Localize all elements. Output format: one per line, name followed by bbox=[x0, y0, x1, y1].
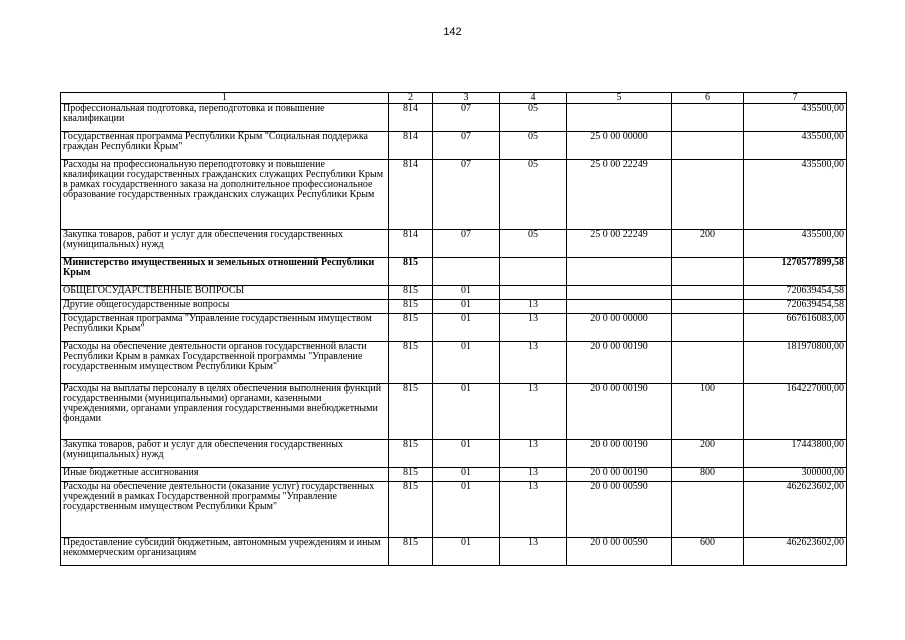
table-row bbox=[61, 342, 847, 384]
row-code-cell: 05 bbox=[500, 230, 567, 258]
row-code-cell: 815 bbox=[389, 482, 433, 538]
row-amount-cell: 720639454,58 bbox=[744, 300, 847, 314]
table-row bbox=[61, 482, 847, 538]
row-code-cell: 01 bbox=[433, 342, 500, 384]
row-code-cell: 815 bbox=[389, 300, 433, 314]
row-code-cell: 815 bbox=[389, 538, 433, 566]
row-amount-cell: 435500,00 bbox=[744, 160, 847, 230]
row-name-cell: Расходы на выплаты персоналу в целях обеспечения выполнения функций государственными (муниципальными) органами, казенными учреждениями, органами управления государственными внебюджетными фондами bbox=[61, 384, 389, 440]
row-code-cell: 815 bbox=[389, 468, 433, 482]
table-header-row bbox=[61, 93, 847, 104]
row-amount-cell: 181970800,00 bbox=[744, 342, 847, 384]
row-code-cell: 13 bbox=[500, 440, 567, 468]
table-row bbox=[61, 384, 847, 440]
row-amount-cell: 17443800,00 bbox=[744, 440, 847, 468]
row-code-cell: 07 bbox=[433, 230, 500, 258]
table-row bbox=[61, 300, 847, 314]
budget-table bbox=[60, 92, 847, 566]
row-code-cell: 01 bbox=[433, 440, 500, 468]
column-header: 4 bbox=[500, 93, 567, 104]
column-header: 1 bbox=[61, 93, 389, 104]
row-code-cell: 815 bbox=[389, 258, 433, 286]
row-amount-cell: 300000,00 bbox=[744, 468, 847, 482]
row-code-cell: 05 bbox=[500, 160, 567, 230]
row-code-cell: 25 0 00 22249 bbox=[567, 230, 672, 258]
row-code-cell bbox=[500, 258, 567, 286]
row-code-cell: 13 bbox=[500, 538, 567, 566]
row-code-cell bbox=[672, 482, 744, 538]
row-code-cell bbox=[500, 286, 567, 300]
row-code-cell bbox=[672, 258, 744, 286]
row-name-cell: Закупка товаров, работ и услуг для обеспечения государственных (муниципальных) нужд bbox=[61, 230, 389, 258]
row-code-cell: 814 bbox=[389, 104, 433, 132]
row-code-cell: 25 0 00 00000 bbox=[567, 132, 672, 160]
row-code-cell bbox=[672, 342, 744, 384]
row-code-cell bbox=[567, 258, 672, 286]
row-amount-cell: 435500,00 bbox=[744, 104, 847, 132]
page-number: 142 bbox=[443, 26, 462, 38]
row-code-cell: 815 bbox=[389, 286, 433, 300]
row-code-cell: 100 bbox=[672, 384, 744, 440]
row-name-cell: Профессиональная подготовка, переподготовка и повышение квалификации bbox=[61, 104, 389, 132]
row-code-cell: 814 bbox=[389, 132, 433, 160]
row-code-cell: 20 0 00 00590 bbox=[567, 482, 672, 538]
row-code-cell: 800 bbox=[672, 468, 744, 482]
row-code-cell bbox=[567, 104, 672, 132]
row-code-cell: 01 bbox=[433, 314, 500, 342]
row-code-cell: 01 bbox=[433, 482, 500, 538]
row-code-cell: 01 bbox=[433, 286, 500, 300]
column-header: 6 bbox=[672, 93, 744, 104]
table-row bbox=[61, 538, 847, 566]
row-code-cell: 20 0 00 00000 bbox=[567, 314, 672, 342]
row-code-cell bbox=[672, 104, 744, 132]
row-name-cell: Государственная программа "Управление государственным имуществом Республики Крым" bbox=[61, 314, 389, 342]
row-code-cell bbox=[672, 300, 744, 314]
row-code-cell: 01 bbox=[433, 468, 500, 482]
row-code-cell bbox=[672, 314, 744, 342]
column-header: 5 bbox=[567, 93, 672, 104]
row-name-cell: Другие общегосударственные вопросы bbox=[61, 300, 389, 314]
row-code-cell: 815 bbox=[389, 342, 433, 384]
row-code-cell bbox=[567, 286, 672, 300]
row-amount-cell: 462623602,00 bbox=[744, 482, 847, 538]
row-code-cell: 20 0 00 00190 bbox=[567, 440, 672, 468]
table-row bbox=[61, 230, 847, 258]
row-code-cell: 200 bbox=[672, 440, 744, 468]
row-amount-cell: 720639454,58 bbox=[744, 286, 847, 300]
row-code-cell: 01 bbox=[433, 300, 500, 314]
row-name-cell: Расходы на профессиональную переподготовку и повышение квалификации государственных гражданских служащих Республики Крым в рамках государственного заказа на дополнительное профессиональное образование государственных гражданских служащих Республики Крым bbox=[61, 160, 389, 230]
row-code-cell bbox=[672, 132, 744, 160]
row-code-cell: 01 bbox=[433, 538, 500, 566]
row-name-cell: Государственная программа Республики Крым "Социальная поддержка граждан Республики Крым" bbox=[61, 132, 389, 160]
row-code-cell: 20 0 00 00190 bbox=[567, 384, 672, 440]
row-code-cell: 200 bbox=[672, 230, 744, 258]
row-code-cell: 01 bbox=[433, 384, 500, 440]
row-code-cell: 07 bbox=[433, 104, 500, 132]
table-row bbox=[61, 160, 847, 230]
row-amount-cell: 1270577899,58 bbox=[744, 258, 847, 286]
row-code-cell: 20 0 00 00190 bbox=[567, 342, 672, 384]
row-code-cell bbox=[433, 258, 500, 286]
row-code-cell: 600 bbox=[672, 538, 744, 566]
table-row bbox=[61, 258, 847, 286]
row-code-cell: 13 bbox=[500, 384, 567, 440]
row-code-cell: 814 bbox=[389, 230, 433, 258]
row-code-cell bbox=[672, 286, 744, 300]
table-row bbox=[61, 286, 847, 300]
row-code-cell: 13 bbox=[500, 342, 567, 384]
row-amount-cell: 435500,00 bbox=[744, 132, 847, 160]
column-header: 3 bbox=[433, 93, 500, 104]
row-name-cell: Иные бюджетные ассигнования bbox=[61, 468, 389, 482]
row-name-cell: Расходы на обеспечение деятельности органов государственной власти Республики Крым в рамках Государственной программы "Управление государственным имуществом Республики Крым" bbox=[61, 342, 389, 384]
row-code-cell: 25 0 00 22249 bbox=[567, 160, 672, 230]
table-row bbox=[61, 314, 847, 342]
row-amount-cell: 462623602,00 bbox=[744, 538, 847, 566]
row-code-cell: 07 bbox=[433, 160, 500, 230]
row-name-cell: Расходы на обеспечение деятельности (оказание услуг) государственных учреждений в рамках Государственной программы "Управление государственным имуществом Республики Крым" bbox=[61, 482, 389, 538]
row-code-cell: 13 bbox=[500, 314, 567, 342]
row-code-cell: 13 bbox=[500, 482, 567, 538]
row-code-cell: 814 bbox=[389, 160, 433, 230]
column-header: 2 bbox=[389, 93, 433, 104]
row-code-cell: 05 bbox=[500, 132, 567, 160]
row-name-cell: Предоставление субсидий бюджетным, автономным учреждениям и иным некоммерческим организациям bbox=[61, 538, 389, 566]
row-code-cell: 815 bbox=[389, 440, 433, 468]
row-name-cell: Министерство имущественных и земельных отношений Республики Крым bbox=[61, 258, 389, 286]
row-code-cell: 20 0 00 00190 bbox=[567, 468, 672, 482]
row-code-cell bbox=[567, 300, 672, 314]
row-name-cell: Закупка товаров, работ и услуг для обеспечения государственных (муниципальных) нужд bbox=[61, 440, 389, 468]
row-code-cell: 13 bbox=[500, 300, 567, 314]
row-code-cell: 05 bbox=[500, 104, 567, 132]
table-row bbox=[61, 440, 847, 468]
column-header: 7 bbox=[744, 93, 847, 104]
row-code-cell: 20 0 00 00590 bbox=[567, 538, 672, 566]
row-amount-cell: 667616083,00 bbox=[744, 314, 847, 342]
table-row bbox=[61, 468, 847, 482]
row-code-cell: 815 bbox=[389, 384, 433, 440]
row-amount-cell: 435500,00 bbox=[744, 230, 847, 258]
row-name-cell: ОБЩЕГОСУДАРСТВЕННЫЕ ВОПРОСЫ bbox=[61, 286, 389, 300]
row-code-cell: 815 bbox=[389, 314, 433, 342]
table-row bbox=[61, 132, 847, 160]
row-code-cell: 13 bbox=[500, 468, 567, 482]
row-code-cell bbox=[672, 160, 744, 230]
row-code-cell: 07 bbox=[433, 132, 500, 160]
row-amount-cell: 164227000,00 bbox=[744, 384, 847, 440]
table-row bbox=[61, 104, 847, 132]
